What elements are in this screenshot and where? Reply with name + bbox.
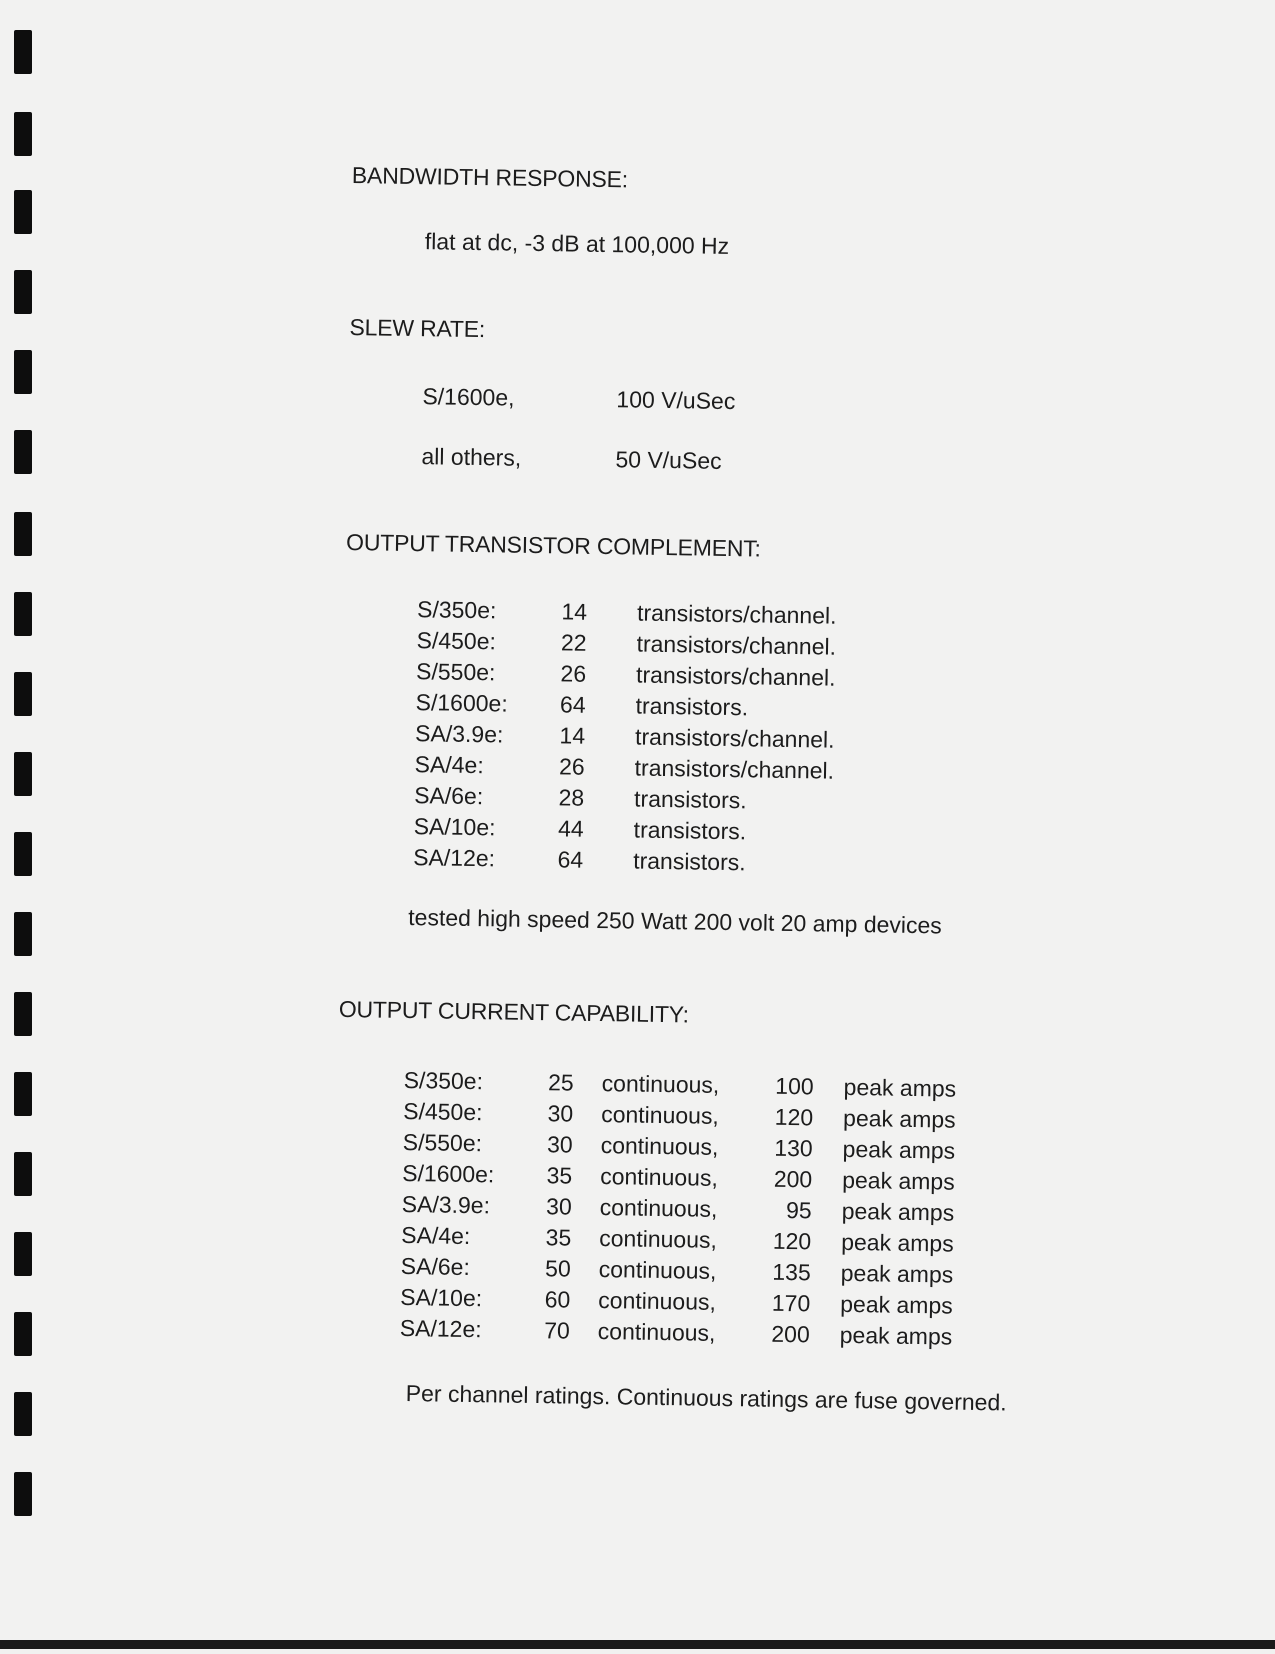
peak-amps: 135 bbox=[769, 1259, 811, 1287]
peak-amps: 200 bbox=[768, 1321, 810, 1349]
peak-label: peak amps bbox=[841, 1198, 954, 1227]
transistor-count: 14 bbox=[555, 722, 585, 749]
model-name: SA/3.9e: bbox=[415, 720, 504, 748]
continuous-amps: 70 bbox=[538, 1317, 570, 1344]
continuous-label: continuous, bbox=[600, 1163, 718, 1192]
continuous-amps: 30 bbox=[541, 1131, 573, 1158]
continuous-label: continuous, bbox=[600, 1194, 718, 1223]
continuous-amps: 30 bbox=[540, 1193, 572, 1220]
transistor-unit: transistors/channel. bbox=[635, 724, 835, 754]
slew-rate-value: 100 V/uSec bbox=[616, 386, 735, 415]
continuous-amps: 35 bbox=[539, 1224, 571, 1251]
peak-label: peak amps bbox=[840, 1291, 953, 1320]
transistor-unit: transistors/channel. bbox=[637, 600, 837, 630]
model-name: S/350e: bbox=[403, 1067, 483, 1095]
model-name: S/350e: bbox=[417, 596, 497, 624]
transistor-unit: transistors. bbox=[633, 817, 746, 846]
peak-amps: 120 bbox=[771, 1104, 813, 1132]
transistor-count: 28 bbox=[554, 784, 584, 811]
continuous-label: continuous, bbox=[599, 1256, 717, 1285]
bandwidth-heading: BANDWIDTH RESPONSE: bbox=[352, 162, 628, 193]
model-name: SA/4e: bbox=[401, 1222, 470, 1250]
transistor-count: 22 bbox=[556, 629, 586, 656]
transistor-unit: transistors/channel. bbox=[636, 631, 836, 661]
continuous-label: continuous, bbox=[600, 1132, 718, 1161]
transistor-unit: transistors. bbox=[633, 848, 746, 877]
continuous-label: continuous, bbox=[601, 1101, 719, 1130]
transistor-count: 64 bbox=[553, 846, 583, 873]
transistor-count: 26 bbox=[554, 753, 584, 780]
peak-label: peak amps bbox=[843, 1105, 956, 1134]
transistor-count: 44 bbox=[553, 815, 583, 842]
continuous-amps: 60 bbox=[538, 1286, 570, 1313]
continuous-amps: 30 bbox=[541, 1100, 573, 1127]
continuous-amps: 50 bbox=[539, 1255, 571, 1282]
transistor-unit: transistors/channel. bbox=[634, 755, 834, 785]
continuous-label: continuous, bbox=[599, 1225, 717, 1254]
peak-amps: 100 bbox=[771, 1073, 813, 1101]
slew-rate-table bbox=[3, 0, 1275, 15]
model-name: SA/12e: bbox=[400, 1315, 482, 1343]
transistor-complement-heading: OUTPUT TRANSISTOR COMPLEMENT: bbox=[346, 529, 761, 563]
transistor-complement-table bbox=[3, 0, 1275, 15]
transistor-count: 64 bbox=[555, 691, 585, 718]
bandwidth-text: flat at dc, -3 dB at 100,000 Hz bbox=[425, 228, 730, 260]
model-name: SA/12e: bbox=[413, 844, 495, 872]
model-name: S/1600e: bbox=[402, 1160, 495, 1188]
model-name: SA/3.9e: bbox=[402, 1191, 491, 1219]
model-name: S/550e: bbox=[403, 1129, 483, 1157]
peak-amps: 130 bbox=[770, 1135, 812, 1163]
continuous-amps: 25 bbox=[541, 1069, 573, 1096]
model-name: S/450e: bbox=[403, 1098, 483, 1126]
model-name: SA/6e: bbox=[401, 1253, 470, 1281]
peak-amps: 95 bbox=[770, 1197, 812, 1225]
continuous-amps: 35 bbox=[540, 1162, 572, 1189]
model-name: S/1600e, bbox=[422, 383, 515, 411]
peak-label: peak amps bbox=[842, 1136, 955, 1165]
model-name: SA/10e: bbox=[413, 813, 495, 841]
peak-label: peak amps bbox=[842, 1167, 955, 1196]
peak-label: peak amps bbox=[841, 1229, 954, 1258]
continuous-label: continuous, bbox=[598, 1287, 716, 1316]
continuous-label: continuous, bbox=[601, 1070, 719, 1099]
continuous-label: continuous, bbox=[598, 1318, 716, 1347]
peak-label: peak amps bbox=[840, 1322, 953, 1351]
transistor-unit: transistors. bbox=[635, 693, 748, 722]
peak-amps: 170 bbox=[768, 1290, 810, 1318]
peak-label: peak amps bbox=[841, 1260, 954, 1289]
slew-rate-value: 50 V/uSec bbox=[615, 446, 722, 475]
peak-amps: 200 bbox=[770, 1166, 812, 1194]
peak-label: peak amps bbox=[843, 1074, 956, 1103]
model-name: SA/6e: bbox=[414, 782, 483, 810]
slew-rate-heading: SLEW RATE: bbox=[349, 314, 485, 343]
page-bottom-edge bbox=[0, 1640, 1275, 1649]
model-name: S/1600e: bbox=[415, 689, 508, 717]
model-name: all others, bbox=[421, 443, 521, 472]
transistor-unit: transistors. bbox=[634, 786, 747, 815]
model-name: SA/4e: bbox=[414, 751, 483, 779]
peak-amps: 120 bbox=[769, 1228, 811, 1256]
model-name: S/550e: bbox=[416, 658, 496, 686]
current-note: Per channel ratings. Continuous ratings are fuse governed. bbox=[406, 1380, 1007, 1416]
transistor-note: tested high speed 250 Watt 200 volt 20 amp devices bbox=[408, 904, 942, 939]
transistor-unit: transistors/channel. bbox=[636, 662, 836, 692]
transistor-count: 14 bbox=[557, 598, 587, 625]
model-name: SA/10e: bbox=[400, 1284, 482, 1312]
output-current-heading: OUTPUT CURRENT CAPABILITY: bbox=[339, 996, 689, 1028]
transistor-count: 26 bbox=[556, 660, 586, 687]
model-name: S/450e: bbox=[416, 627, 496, 655]
output-current-table bbox=[3, 0, 1275, 15]
